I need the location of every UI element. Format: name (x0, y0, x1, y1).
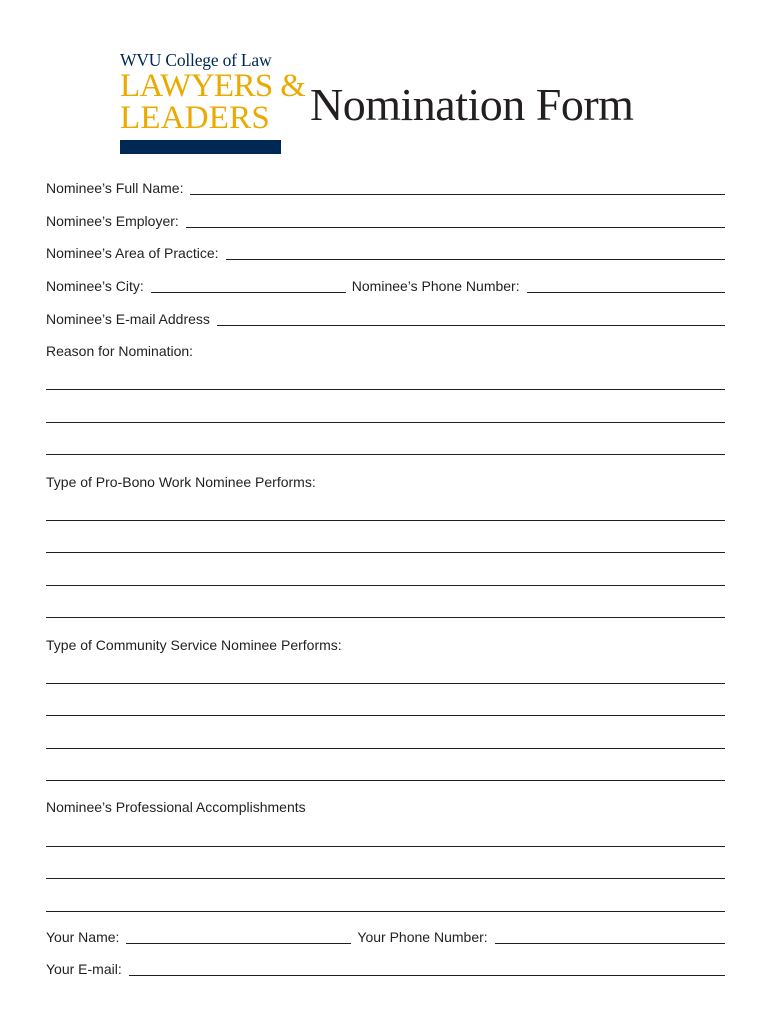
full-name-row (46, 174, 725, 196)
your-name-field[interactable] (126, 943, 351, 944)
email-label: Nominee’s E-mail Address (46, 311, 210, 327)
employer-row (46, 207, 725, 229)
full-name-field[interactable] (190, 194, 725, 195)
accomplishments-label: Nominee’s Professional Accomplishments (46, 799, 306, 815)
your-email-label: Your E-mail: (46, 961, 122, 977)
pro-bono-line[interactable] (46, 617, 725, 618)
reason-label: Reason for Nomination: (46, 343, 194, 359)
pro-bono-line[interactable] (46, 552, 725, 553)
logo-bar (120, 140, 281, 154)
reason-line[interactable] (46, 454, 725, 455)
employer-label: Nominee’s Employer: (46, 213, 179, 229)
your-phone-field[interactable] (495, 943, 725, 944)
city-label: Nominee’s City: (46, 278, 144, 294)
logo-lawyers: LAWYERS & (120, 68, 306, 104)
wvu-law-logo (120, 50, 306, 154)
community-service-line[interactable] (46, 683, 725, 684)
community-service-label: Type of Community Service Nominee Performs: (46, 637, 342, 653)
your-name-label: Your Name: (46, 929, 120, 945)
your-email-field[interactable] (129, 975, 725, 976)
pro-bono-label: Type of Pro-Bono Work Nominee Performs: (46, 474, 316, 490)
reason-line[interactable] (46, 422, 725, 423)
logo-leaders: LEADERS (120, 100, 270, 136)
accomplishments-line[interactable] (46, 846, 725, 847)
phone-label: Nominee’s Phone Number: (351, 278, 520, 294)
reason-line[interactable] (46, 389, 725, 390)
accomplishments-line[interactable] (46, 911, 725, 912)
email-field[interactable] (217, 325, 725, 326)
your-name-phone-row (46, 923, 725, 945)
pro-bono-line[interactable] (46, 585, 725, 586)
form-title: Nomination Form (310, 79, 634, 130)
logo-college-name: WVU College of Law (120, 50, 272, 70)
full-name-label: Nominee’s Full Name: (46, 180, 184, 196)
community-service-line[interactable] (46, 715, 725, 716)
phone-field[interactable] (527, 292, 725, 293)
your-phone-label: Your Phone Number: (357, 929, 488, 945)
area-of-practice-field[interactable] (226, 259, 726, 260)
city-phone-row (46, 272, 725, 294)
email-row (46, 305, 725, 327)
area-of-practice-row (46, 239, 725, 261)
city-field[interactable] (151, 292, 346, 293)
area-of-practice-label: Nominee’s Area of Practice: (46, 245, 219, 261)
community-service-line[interactable] (46, 748, 725, 749)
pro-bono-line[interactable] (46, 520, 725, 521)
your-email-row (46, 955, 725, 977)
employer-field[interactable] (186, 227, 725, 228)
community-service-line[interactable] (46, 780, 725, 781)
accomplishments-line[interactable] (46, 878, 725, 879)
